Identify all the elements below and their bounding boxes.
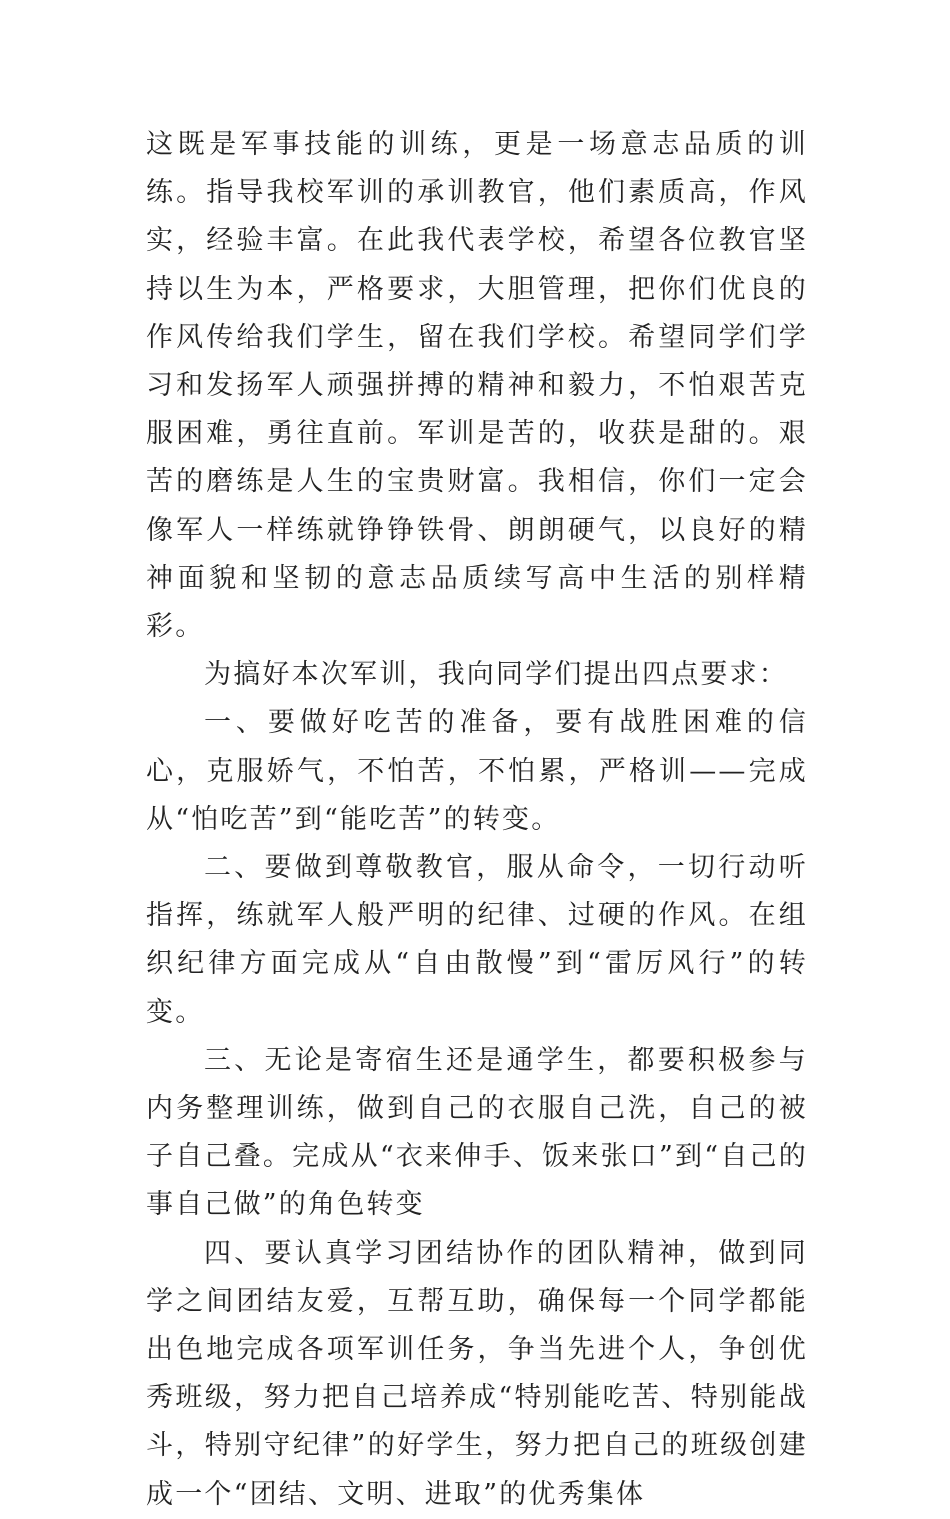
paragraph-requirement-three: 三、无论是寄宿生还是通学生，都要积极参与内务整理训练，做到自己的衣服自己洗，自己的被子自己叠。完成从“衣来伸手、饭来张口”到“自己的事自己做”的角色转变	[146, 1044, 808, 1221]
paragraph-four-requirements-intro: 为搞好本次军训，我向同学们提出四点要求：	[204, 659, 788, 691]
document-body	[146, 121, 808, 1519]
paragraph-requirement-two: 二、要做到尊敬教官，服从命令，一切行动听指挥，练就军人般严明的纪律、过硬的作风。在组织纪律方面完成从“自由散慢”到“雷厉风行”的转变。	[146, 852, 808, 1028]
paragraph-military-training-intro: 这既是军事技能的训练，更是一场意志品质的训练。指导我校军训的承训教官，他们素质高，作风实，经验丰富。在此我代表学校，希望各位教官坚持以生为本，严格要求，大胆管理，把你们优良的作风传给我们学生，留在我们学校。希望同学们学习和发扬军人顽强拼搏的精神和毅力，不怕艰苦克服困难，勇往直前。军训是苦的，收获是甜的。艰苦的磨练是人生的宝贵财富。我相信，你们一定会像军人一样练就铮铮铁骨、朗朗硬气，以良好的精神面貌和坚韧的意志品质续写高中生活的别样精彩。	[146, 129, 808, 643]
paragraph-requirement-one: 一、要做好吃苦的准备，要有战胜困难的信心，克服娇气，不怕苦，不怕累，严格训——完成从“怕吃苦”到“能吃苦”的转变。	[146, 707, 808, 835]
paragraph-requirement-four: 四、要认真学习团结协作的团队精神，做到同学之间团结友爱，互帮互助，确保每一个同学都能出色地完成各项军训任务，争当先进个人，争创优秀班级，努力把自己培养成“特别能吃苦、特别能战斗，特别守纪律”的好学生，努力把自己的班级创建成一个“团结、文明、进取”的优秀集体	[146, 1237, 808, 1510]
